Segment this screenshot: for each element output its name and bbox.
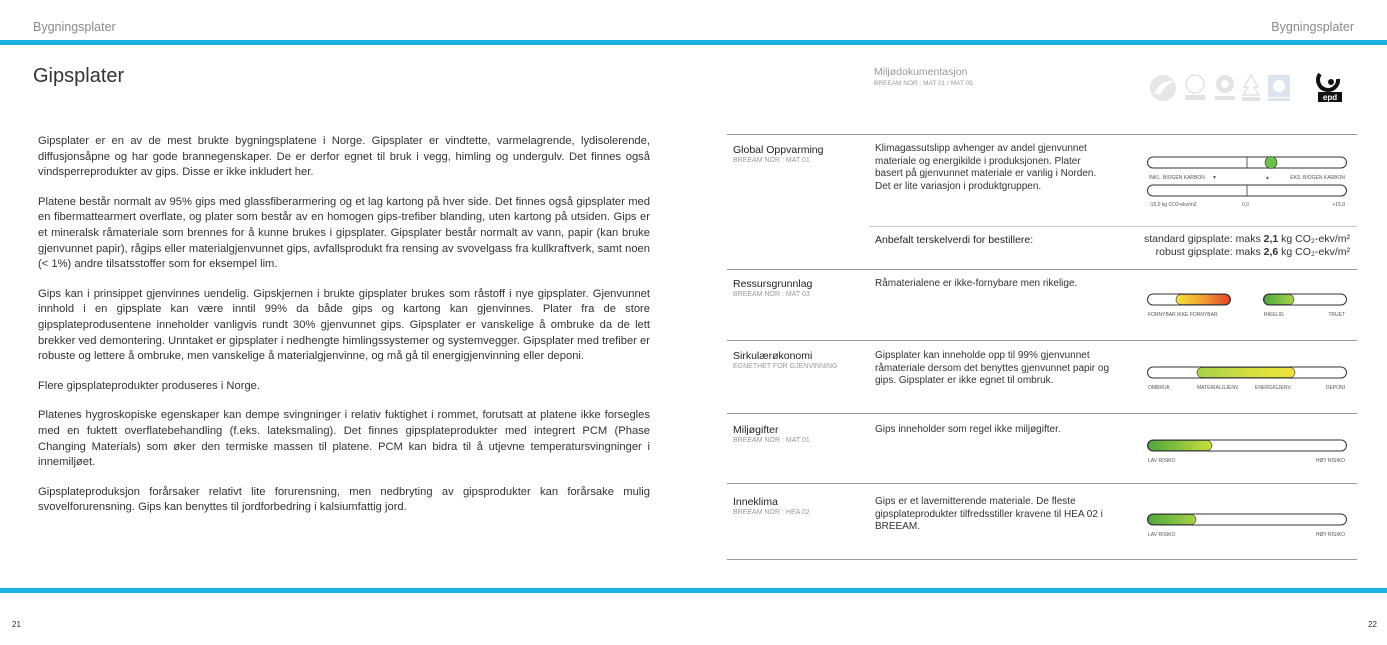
section-divider [870, 226, 1357, 227]
toxins-bar [1148, 441, 1212, 451]
global-warming-title: Global Oppvarming [733, 144, 824, 156]
svanemerket-icon [1150, 75, 1176, 101]
resources-subtitle: BREEAM NOR : MAT 03 [733, 291, 810, 298]
label-abundant: RIKELIG [1264, 312, 1284, 318]
resources-bar-nonrenewable [1176, 295, 1230, 305]
indoor-climate-description: Gips er et lavemitterende materiale. De fleste gipsplateprodukter tilfredsstiller kravene til HEA 02 i BREEAM. [875, 496, 1103, 533]
epd-icon [1318, 74, 1342, 102]
section-divider [727, 134, 1357, 135]
triangle-up-icon: ▲ [1265, 175, 1270, 181]
threshold-robust: robust gipsplate: maks 2,6 kg CO₂-ekv/m² [1155, 246, 1350, 258]
label-high-risk: HØY RISIKO [1315, 458, 1345, 464]
indoor-climate-subtitle: BREEAM NOR : HEA 02 [733, 509, 810, 516]
toxins-subtitle: BREEAM NOR : MAT 01 [733, 437, 810, 444]
axis-max: +15,0 [1332, 202, 1345, 208]
pefc-icon [1215, 75, 1235, 100]
recommended-threshold-label: Anbefalt terskelverdi for bestillere: [875, 234, 1034, 246]
running-header-right: Bygningsplater [1271, 20, 1354, 34]
label-threatened: TRUET [1328, 312, 1345, 318]
toxins-title: Miljøgifter [733, 424, 779, 436]
global-warming-description: Klimagassutslipp avhenger av andel gjenvunnet materiale og energikilde i produksjonen. Plater basert på gjenvunnet materiale er vanlig i Norden. Det er lite variasjon i produktgruppen. [875, 143, 1097, 192]
axis-min: -15,0 kg CO2-ekv/m2 [1149, 202, 1197, 208]
paragraph: Gipsplater er en av de mest brukte bygningsplatene i Norge. Gipsplater er vindtette, varmelagrende, lydisolerende, diffusjonsåpne og har gode brannegenskaper. De er derfor egnet til bruk i vegg, himling og undergulv. Det finnes også vindsperreprodukter av gips. Disse er ikke inkludert her. [38, 135, 650, 179]
label-reuse: OMBRUK [1148, 385, 1170, 391]
label-renewable: FORNYBAR [1148, 312, 1176, 318]
resources-bar-abundant [1264, 295, 1294, 305]
global-warming-scale [1147, 154, 1347, 210]
running-header-left: Bygningsplater [33, 20, 116, 34]
paragraph: Platene består normalt av 95% gips med glassfiberarmering og et lag kartong på hver side. Det finnes også gipsplater med en fibermattearmert overflate, og plater som består av en homogen gips-trefiber blanding, uten kartong på utsiden. Gips er et mineralsk råmateriale som brennes for å kunne brukes i gipsplater. Gipsplater består normalt av vann, papir (kan bruke gjenvunnet papir), rågips eller materialgjenvunnet gips, avfallsprodukt fra rensing av svovelgass fra kullkraftverk, samt noen (< 1%) andre tilsatsstoffer som for eksempel lim. [38, 195, 650, 271]
label-energy-recovery: ENERGIGJENV. [1255, 385, 1292, 391]
label-landfill: DEPONI [1325, 385, 1345, 391]
paragraph: Gips kan i prinsippet gjenvinnes uendelig. Gipskjernen i brukte gipsplater brukes som råstoff i nye gipsplater. Gjenvunnet innhold i en gipsplate kan være inntil 99% da både gips og kartong kan gjenvinnes. Plater fra de store gipsplateprodusentene inneholder vanligvis rundt 30% gjenvunnet gips. Gipsplater er vanskelige å ombruke da de lett brekker ved demontering. Unntaket er gipsplater i nedhengte himlingssystemer og systemvegger. Gipsplater med trefiber er robuste og lettere å ombruke, men vanskelige å materialgjenvinne, og må gå til energigjenvinning eller deponi. [38, 287, 650, 363]
resources-title: Ressursgrunnlag [733, 278, 813, 290]
indoor-climate-title: Inneklima [733, 496, 778, 508]
indoor-climate-bar [1148, 515, 1196, 525]
section-divider [727, 340, 1357, 341]
circular-bar [1197, 368, 1295, 378]
scale-label-incl: INKL. BIOGEN KARBON [1149, 175, 1205, 181]
indoor-climate-scale [1147, 512, 1347, 540]
env-subtitle: BREEAM NOR : MAT 01 / MAT 05 [874, 80, 973, 87]
triangle-down-icon: ▼ [1212, 175, 1217, 181]
page-number-left: 21 [12, 620, 21, 629]
top-accent-band [0, 40, 1387, 45]
section-divider [727, 559, 1357, 560]
circular-title: Sirkulærøkonomi [733, 350, 813, 362]
page-number-right: 22 [1368, 620, 1377, 629]
scale-label-excl: EKS. BIOGEN KARBON [1290, 175, 1345, 181]
axis-mid: 0,0 [1242, 202, 1249, 208]
circular-description: Gipsplater kan inneholde opp til 99% gjenvunnet råmateriale dersom det benyttes gjenvunnet papir og gips. Gipsplater er ikke egnet til ombruk. [875, 350, 1110, 387]
section-divider [727, 269, 1357, 270]
environment-doc-header [874, 66, 973, 87]
body-text [38, 134, 650, 530]
label-high-risk: HØY RISIKO [1315, 532, 1345, 538]
resources-scale [1147, 292, 1347, 320]
bottom-accent-band [0, 588, 1387, 593]
global-warming-subtitle: BREEAM NOR : MAT 01 [733, 157, 810, 164]
paragraph: Gipsplateproduksjon forårsaker relativt lite forurensning, men nedbryting av gipsprodukter kan forårsake mulig svovelforurensning. Gips kan benyttes til jordforbedring i kalsiumfattig jord. [38, 485, 650, 514]
label-low-risk: LAV RISIKO [1148, 532, 1176, 538]
paragraph: Flere gipsplateprodukter produseres i Norge. [38, 379, 261, 392]
section-divider [727, 413, 1357, 414]
paragraph: Platenes hygroskopiske egenskaper kan dempe svingninger i relativ fuktighet i rommet, forutsatt at platene ikke forsegles med en fuktett overflatebehandling (f.eks. lateksmaling). Det finnes gipsplateprodukter med integrert PCM (Phase Changing Materials) som øker den termiske massen til platene. PCM kan bidra til å utjevne temperatursvingninger i innemiljøet. [38, 409, 650, 469]
env-title: Miljødokumentasjon [874, 66, 968, 78]
fsc-icon [1242, 75, 1260, 101]
section-divider [727, 483, 1357, 484]
global-warming-marker [1265, 157, 1277, 169]
recommended-threshold-values [1144, 233, 1350, 259]
toxins-scale [1147, 438, 1347, 466]
toxins-description: Gips inneholder som regel ikke miljøgifter. [875, 424, 1061, 435]
epd-text: epd [1322, 93, 1338, 102]
eu-ecolabel-icon [1185, 75, 1205, 100]
circular-subtitle: EGNETHET FOR GJENVINNING [733, 363, 838, 370]
label-nonrenewable: IKKE FORNYBAR [1177, 312, 1218, 318]
label-material-recycling: MATERIALGJENV. [1197, 385, 1240, 391]
resources-description: Råmaterialene er ikke-fornybare men rikelige. [875, 278, 1078, 289]
page-title: Gipsplater [33, 65, 125, 87]
blue-angel-icon [1268, 75, 1290, 101]
circular-scale [1147, 365, 1347, 395]
certification-logos [1148, 71, 1348, 105]
label-low-risk: LAV RISIKO [1148, 458, 1176, 464]
threshold-standard: standard gipsplate: maks 2,1 kg CO₂-ekv/m² [1143, 233, 1350, 245]
